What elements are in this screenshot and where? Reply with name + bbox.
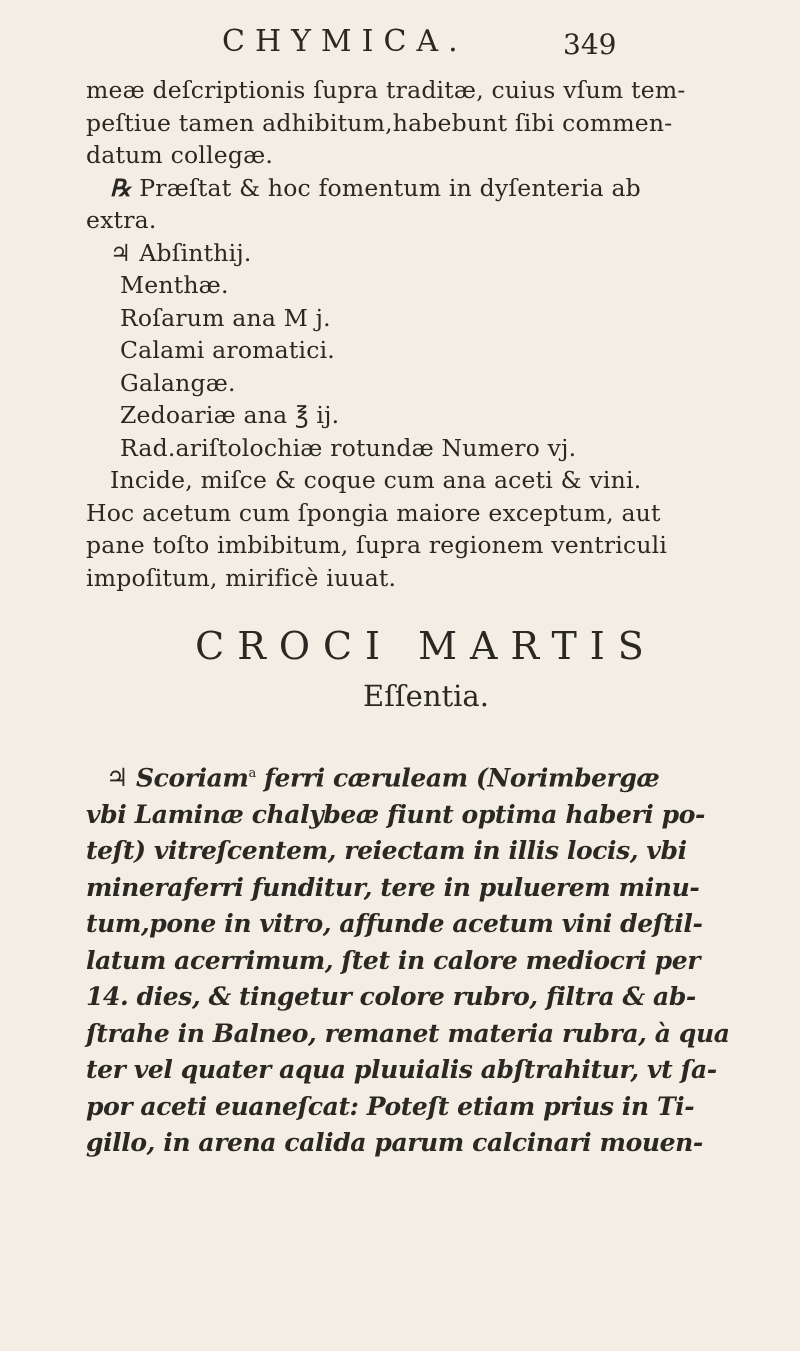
body-text [86,74,766,1162]
running-head: CHYMICA. [222,24,468,59]
italic-line: mineraferri funditur, tere in puluerem minu- [86,872,700,902]
italic-line: ſtrahe in Balneo, remanet materia rubra, à qua [86,1018,730,1048]
text-line: datum collegæ. [86,141,274,169]
ingredient: Abſinthij. [139,238,252,267]
section-heading [86,622,766,718]
ingredient: Menthæ. [120,271,229,299]
italic-line: 14. dies, & tingetur colore rubro, filtra & ab- [86,982,696,1012]
page-number: 349 [563,28,617,61]
ingredient: Galangæ. [120,368,236,397]
italic-line: teſt) vitreſcentem, reiectam in illis locis, vbi [86,836,687,866]
ingredient: Calami aromatici. [120,336,335,364]
ingredient: Zedoariæ ana ℥ ij. [120,401,340,429]
direction-line: impoſitum, mirificè iuuat. [86,563,397,592]
italic-word: ferri cæruleam (Norimbergæ [264,763,660,793]
italic-line: tum,pone in vitro, affunde acetum vini deſtil- [86,909,703,939]
text-line: peſtiue tamen adhibitum,habebunt ſibi commen- [86,108,673,137]
text-line: meæ deſcriptionis ſupra traditæ, cuius vſum tem- [86,76,686,104]
italic-line: vbi Laminæ chalybeæ fiunt optima haberi po- [86,799,705,829]
direction-line: pane toſto imbibitum, ſupra regionem ventriculi [86,531,668,559]
recipe-intro-text: Præſtat & hoc fomentum in dyſenteria ab [139,173,641,202]
recipe-intro [86,172,766,205]
ingredient: Rad.ariſtolochiæ rotundæ Numero vj. [120,433,577,462]
section-title: CROCI MARTIS [195,624,657,668]
section-subtitle: Eſſentia. [363,679,489,713]
italic-line: latum acerrimum, ſtet in calore mediocri per [86,945,701,975]
italic-line: gillo, in arena calida parum calcinari mouen- [86,1128,703,1158]
page-header [0,20,800,72]
recipe-symbol: ♃ [106,763,129,793]
text-line: extra. [86,206,157,234]
direction-line: Incide, miſce & coque cum ana aceti & vini. [110,466,642,494]
recipe-symbol: ♃ [110,238,132,267]
italic-word: Scoriam [136,763,249,793]
direction-line: Hoc acetum cum ſpongia maiore exceptum, aut [86,498,661,527]
footnote-marker: a [248,766,256,781]
italic-line [86,756,766,797]
italic-line: ter vel quater aqua pluuialis abſtrahitur, vt ſa- [86,1055,717,1085]
ingredient: Roſarum ana M j. [120,303,331,332]
recipe-text [86,756,766,1162]
ingredient-line [86,237,766,270]
italic-line: por aceti euaneſcat: Poteſt etiam prius in Ti- [86,1091,695,1121]
recipe-symbol-r: ℞ [110,173,132,202]
